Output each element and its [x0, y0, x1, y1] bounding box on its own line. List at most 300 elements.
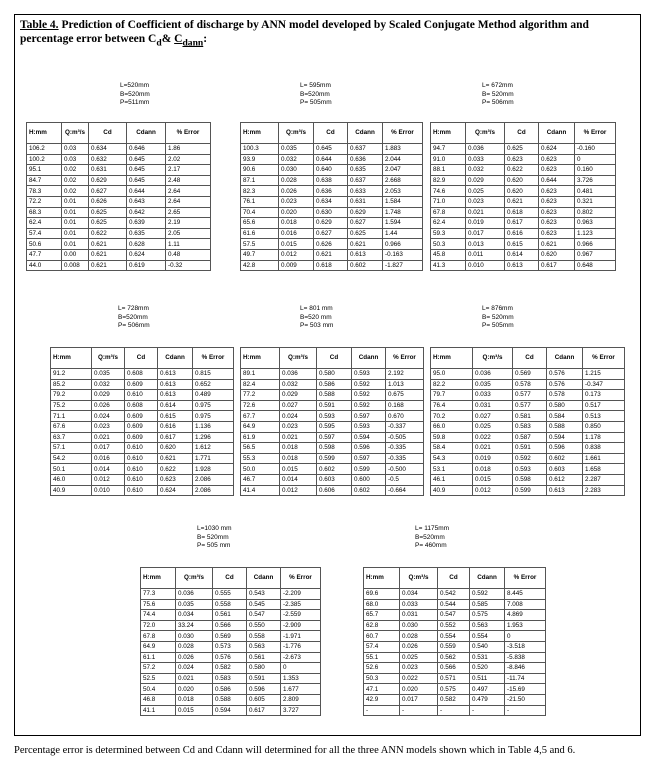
table-cell: 0.026	[92, 400, 125, 411]
table-cell: 0.489	[193, 390, 234, 401]
table-cell: 0.644	[127, 186, 166, 197]
table-cell: 0.479	[470, 694, 505, 705]
table-cell: 2.044	[383, 154, 423, 165]
table-cell: 0.554	[470, 631, 505, 642]
table-cell: 49.7	[241, 249, 279, 260]
table-cell: 0.615	[158, 411, 193, 422]
table-row	[364, 663, 546, 674]
table-cell: 61.1	[141, 652, 176, 663]
table-cell: 50.0	[241, 464, 280, 475]
table-cell: 0.967	[575, 249, 616, 260]
table-cell: 1.771	[193, 453, 234, 464]
table-row	[241, 218, 423, 229]
table-row	[431, 144, 616, 155]
table-cell: 0.620	[539, 249, 575, 260]
table-cell: 0.017	[92, 443, 125, 454]
column-header: H:mm	[27, 123, 62, 144]
table-cell: 44.0	[27, 260, 62, 271]
table-cell: 33.24	[176, 620, 213, 631]
table-row	[364, 631, 546, 642]
table-cell: 0.624	[127, 249, 166, 260]
table-params	[118, 305, 150, 331]
table-cell: 1.353	[281, 673, 321, 684]
table-cell: 0.621	[348, 239, 383, 250]
table-cell: 0.614	[158, 400, 193, 411]
table-cell: 0.599	[513, 485, 547, 496]
table-cell: 0.592	[352, 390, 386, 401]
table-cell: 0.036	[473, 369, 513, 380]
table-cell: 0.621	[89, 249, 127, 260]
table-cell: 79.2	[51, 390, 92, 401]
table-cell: 55.3	[241, 453, 280, 464]
table-cell: 0.569	[213, 631, 247, 642]
table-cell: 1.677	[281, 684, 321, 695]
column-header: % Error	[386, 348, 424, 369]
table-cell: 84.7	[27, 175, 62, 186]
table-cell: 0.635	[127, 228, 166, 239]
table-cell: 2.48	[166, 175, 211, 186]
table-cell: 0.018	[473, 464, 513, 475]
table-cell: -2.909	[281, 620, 321, 631]
table-cell: 0.612	[547, 474, 583, 485]
table-cell: 0.975	[193, 411, 234, 422]
table-cell: 0.586	[213, 684, 247, 695]
table-cell: 0.018	[280, 443, 317, 454]
table-cell: 0.019	[473, 453, 513, 464]
column-header: % Error	[193, 348, 234, 369]
table-cell: 1.661	[583, 453, 625, 464]
table-cell: 0.594	[352, 432, 386, 443]
table-cell: 0.616	[505, 228, 539, 239]
table-cell: 0.627	[314, 228, 348, 239]
table-cell: 0.030	[176, 631, 213, 642]
table-cell: 0.595	[317, 421, 352, 432]
column-header: Cd	[89, 123, 127, 144]
table-cell: 0.608	[125, 369, 158, 380]
table-row	[241, 239, 423, 250]
column-header: H:mm	[431, 123, 466, 144]
table-cell: 0.024	[176, 663, 213, 674]
table-cell: 0.571	[438, 673, 470, 684]
table-cell: 46.7	[241, 474, 280, 485]
table-cell: 52.6	[364, 663, 400, 674]
table-cell: -15.69	[505, 684, 546, 695]
table-row	[27, 207, 211, 218]
table-cell: 0.561	[247, 652, 281, 663]
table-cell: -	[438, 705, 470, 716]
table-row	[27, 196, 211, 207]
table-row	[364, 684, 546, 695]
title-subscript-dann: dann	[182, 37, 204, 49]
column-header: Cd	[125, 348, 158, 369]
table-cell: 76.1	[241, 196, 279, 207]
param-line: B= 520mm	[482, 90, 514, 98]
table-row	[431, 260, 616, 271]
table-cell: -0.335	[386, 453, 424, 464]
data-table	[240, 122, 423, 271]
table-row	[51, 474, 234, 485]
table-row	[431, 165, 616, 176]
table-cell: 1.612	[193, 443, 234, 454]
table-cell: 0.033	[473, 390, 513, 401]
table-cell: 0.021	[466, 207, 505, 218]
header-row	[27, 123, 211, 144]
table-cell: 0.031	[473, 400, 513, 411]
table-cell: 0.588	[547, 421, 583, 432]
table-cell: 0.599	[352, 464, 386, 475]
table-cell: 0.597	[352, 453, 386, 464]
column-header: Cd	[505, 123, 539, 144]
table-params	[120, 82, 150, 108]
table-cell: 0.592	[352, 379, 386, 390]
table-cell: 0.602	[348, 260, 383, 271]
table-row	[241, 379, 424, 390]
table-cell: 0.569	[513, 369, 547, 380]
table-cell: 0.627	[89, 186, 127, 197]
table-cell: 0.591	[247, 673, 281, 684]
table-cell: 0.020	[400, 684, 438, 695]
table-row	[51, 369, 234, 380]
table-cell: 0.628	[127, 239, 166, 250]
table-cell: 78.3	[27, 186, 62, 197]
table-row	[27, 144, 211, 155]
table-cell: 0.027	[473, 411, 513, 422]
table-cell: 77.3	[141, 589, 176, 600]
table-cell: 0.012	[92, 474, 125, 485]
table-cell: 0.558	[213, 599, 247, 610]
table-cell: 0.975	[193, 400, 234, 411]
table-cell: 0.610	[125, 464, 158, 475]
table-cell: 0.602	[317, 464, 352, 475]
column-header: Cd	[438, 568, 470, 589]
table-cell: 82.9	[431, 175, 466, 186]
table-cell: 0.629	[314, 218, 348, 229]
table-cell: 0.593	[513, 464, 547, 475]
table-cell: 74.4	[141, 610, 176, 621]
table-cell: 0.580	[247, 663, 281, 674]
table-cell: 0.015	[176, 705, 213, 716]
table-cell: 0.010	[466, 260, 505, 271]
table-cell: 0.594	[213, 705, 247, 716]
table-cell: 0.033	[466, 154, 505, 165]
column-header: Cdann	[547, 348, 583, 369]
table-cell: 0.160	[575, 165, 616, 176]
column-header: H:mm	[364, 568, 400, 589]
table-cell: 50.3	[431, 239, 466, 250]
table-row	[431, 239, 616, 250]
table-cell: 0.609	[125, 379, 158, 390]
table-cell: 0.028	[279, 175, 314, 186]
table-cell: 0.580	[547, 400, 583, 411]
table-row	[431, 453, 625, 464]
table-row	[431, 207, 616, 218]
table-params	[197, 525, 232, 551]
table-cell: 0.646	[127, 144, 166, 155]
table-cell: 61.6	[241, 228, 279, 239]
table-row	[431, 175, 616, 186]
column-header: H:mm	[241, 348, 280, 369]
table-cell: 0.566	[438, 663, 470, 674]
table-row	[51, 453, 234, 464]
table-cell: 0.596	[247, 684, 281, 695]
table-cell: 0.615	[505, 239, 539, 250]
table-cell: 0.031	[400, 610, 438, 621]
table-cell: 0.599	[317, 453, 352, 464]
table-cell: 0.578	[513, 379, 547, 390]
param-line: L= 595mm	[300, 82, 331, 89]
table-row	[27, 239, 211, 250]
table-cell: -0.32	[166, 260, 211, 271]
table-row	[364, 673, 546, 684]
table-params	[482, 305, 514, 331]
table-cell: 7.008	[505, 599, 546, 610]
table-cell: 0.621	[89, 260, 127, 271]
table-cell: 0.015	[280, 464, 317, 475]
table-cell: 2.283	[583, 485, 625, 496]
title-cdann: C	[174, 33, 183, 45]
table-cell: 0.552	[438, 620, 470, 631]
table-row	[27, 260, 211, 271]
table-cell: 0.030	[279, 165, 314, 176]
table-cell: 50.4	[141, 684, 176, 695]
table-cell: 89.1	[241, 369, 280, 380]
table-cell: 67.7	[241, 411, 280, 422]
table-cell: 0.613	[158, 390, 193, 401]
table-cell: 0.588	[317, 390, 352, 401]
table-cell: 94.7	[431, 144, 466, 155]
table-row	[27, 165, 211, 176]
table-cell: 87.1	[241, 175, 279, 186]
table-cell: 65.6	[241, 218, 279, 229]
table-cell: 0.173	[583, 390, 625, 401]
table-cell: 1.013	[386, 379, 424, 390]
table-cell: 0.592	[470, 589, 505, 600]
param-line: B=520mm	[300, 90, 330, 98]
table-cell: 0.609	[125, 411, 158, 422]
table-cell: 0.610	[125, 474, 158, 485]
table-cell: 0.613	[348, 249, 383, 260]
table-cell: 0.618	[505, 207, 539, 218]
table-cell: 0.644	[539, 175, 575, 186]
table-cell: 0.563	[470, 620, 505, 631]
table-cell: 0.545	[247, 599, 281, 610]
table-cell: 65.7	[364, 610, 400, 621]
table-cell: 75.6	[141, 599, 176, 610]
table-params	[415, 525, 449, 551]
table-row	[141, 599, 321, 610]
param-line: P= 460mm	[415, 542, 447, 549]
table-cell: 0.013	[466, 239, 505, 250]
table-cell: 0.011	[466, 249, 505, 260]
table-row	[364, 705, 546, 716]
table-cell: 0.555	[213, 589, 247, 600]
table-cell: -1.776	[281, 641, 321, 652]
table-row	[431, 249, 616, 260]
param-line: P= 503 mm	[300, 322, 334, 329]
table-cell: 0.609	[125, 421, 158, 432]
table-cell: 0.625	[89, 218, 127, 229]
table-row	[51, 400, 234, 411]
data-table	[430, 122, 616, 271]
table-cell: 57.2	[141, 663, 176, 674]
table-cell: 1.594	[383, 218, 423, 229]
table-cell: 0.613	[505, 260, 539, 271]
table-cell: 0.036	[280, 369, 317, 380]
table-row	[431, 186, 616, 197]
table-cell: 88.1	[431, 165, 466, 176]
table-cell: 69.6	[364, 589, 400, 600]
table-cell: 0.606	[317, 485, 352, 496]
table-cell: 0.636	[348, 154, 383, 165]
table-cell: 0.321	[575, 196, 616, 207]
header-row	[364, 568, 546, 589]
table-cell: 0.02	[62, 165, 89, 176]
table-cell: 0.802	[575, 207, 616, 218]
table-cell: -	[470, 705, 505, 716]
table-cell: 0.592	[513, 453, 547, 464]
table-cell: 0.036	[176, 589, 213, 600]
table-cell: 70.4	[241, 207, 279, 218]
table-cell: 0.034	[400, 589, 438, 600]
table-cell: 0.576	[213, 652, 247, 663]
param-line: L= 876mm	[482, 305, 513, 312]
param-line: B=520mm	[415, 533, 445, 541]
table-cell: 41.3	[431, 260, 466, 271]
table-cell: 0.631	[89, 165, 127, 176]
table-cell: 90.6	[241, 165, 279, 176]
table-cell: 0.627	[348, 218, 383, 229]
table-cell: 67.6	[51, 421, 92, 432]
param-line: L=520mm	[120, 82, 150, 89]
column-header: Cdann	[158, 348, 193, 369]
table-cell: 0.639	[127, 218, 166, 229]
table-cell: -	[400, 705, 438, 716]
table-cell: 0.603	[547, 464, 583, 475]
table-cell: 0.540	[470, 641, 505, 652]
table-cell: 0.621	[89, 239, 127, 250]
table-cell: 0.624	[539, 144, 575, 155]
table-row	[141, 684, 321, 695]
table-cell: 0.621	[505, 196, 539, 207]
table-row	[431, 464, 625, 475]
table-cell: 0.620	[158, 443, 193, 454]
data-table	[26, 122, 211, 271]
table-cell: 0.561	[213, 610, 247, 621]
table-row	[431, 432, 625, 443]
table-cell: 0.596	[547, 443, 583, 454]
table-cell: 0.617	[158, 432, 193, 443]
header-row	[241, 348, 424, 369]
table-cell: 0.640	[314, 165, 348, 176]
table-cell: 0.626	[314, 239, 348, 250]
data-table	[363, 567, 546, 716]
table-cell: 2.668	[383, 175, 423, 186]
table-cell: 0.593	[317, 411, 352, 422]
table-title	[20, 18, 620, 50]
table-cell: 0.559	[438, 641, 470, 652]
table-cell: 1.584	[383, 196, 423, 207]
footnote-caption: Percentage error is determined between Cd and Cdann will determined for all the three ANN models shown which in Table 4,5 and 6.	[14, 745, 576, 756]
param-line: B= 520mm	[482, 313, 514, 321]
table-cell: -0.335	[386, 443, 424, 454]
table-cell: 47.7	[27, 249, 62, 260]
table-cell: 100.3	[241, 144, 279, 155]
column-header: Cdann	[247, 568, 281, 589]
table-cell: 0	[505, 631, 546, 642]
table-row	[431, 228, 616, 239]
table-cell: 55.1	[364, 652, 400, 663]
table-cell: 0.838	[583, 443, 625, 454]
table-cell: 0.015	[473, 474, 513, 485]
table-cell: 0.597	[352, 411, 386, 422]
table-cell: -	[505, 705, 546, 716]
table-row	[141, 673, 321, 684]
table-cell: 57.4	[27, 228, 62, 239]
param-line: P=511mm	[120, 99, 150, 106]
table-cell: 0.598	[317, 443, 352, 454]
table-cell: 0.017	[400, 694, 438, 705]
table-cell: 0.605	[247, 694, 281, 705]
table-cell: 0.032	[92, 379, 125, 390]
table-cell: 2.192	[386, 369, 424, 380]
column-header: % Error	[383, 123, 423, 144]
table-cell: 75.2	[51, 400, 92, 411]
table-cell: 0.652	[193, 379, 234, 390]
table-cell: 0	[575, 154, 616, 165]
table-cell: 64.9	[241, 421, 280, 432]
table-cell: 0.648	[575, 260, 616, 271]
table-cell: 0.01	[62, 239, 89, 250]
table-cell: 58.4	[431, 443, 473, 454]
table-cell: 0.621	[158, 453, 193, 464]
table-cell: 0.016	[279, 228, 314, 239]
table-cell: 0.014	[92, 464, 125, 475]
table-cell: 0.035	[92, 369, 125, 380]
table-cell: -3.518	[505, 641, 546, 652]
table-cell: 0.01	[62, 196, 89, 207]
table-cell: 57.4	[364, 641, 400, 652]
table-cell: 2.053	[383, 186, 423, 197]
table-cell: 0.619	[127, 260, 166, 271]
table-cell: -0.505	[386, 432, 424, 443]
table-cell: 0.558	[247, 631, 281, 642]
table-cell: -2.559	[281, 610, 321, 621]
table-cell: 0.015	[279, 239, 314, 250]
table-cell: 41.1	[141, 705, 176, 716]
table-cell: 0.01	[62, 207, 89, 218]
table-cell: 0.593	[352, 369, 386, 380]
table-row	[51, 432, 234, 443]
table-cell: 8.445	[505, 589, 546, 600]
table-cell: 82.2	[431, 379, 473, 390]
table-row	[431, 411, 625, 422]
table-cell: 0.024	[280, 411, 317, 422]
table-cell: 0.637	[348, 144, 383, 155]
table-row	[364, 641, 546, 652]
table-cell: 0.591	[513, 443, 547, 454]
table-cell: 3.726	[575, 175, 616, 186]
table-cell: -1.827	[383, 260, 423, 271]
table-cell: 60.7	[364, 631, 400, 642]
table-cell: 0.617	[505, 218, 539, 229]
table-cell: 1.928	[193, 464, 234, 475]
table-cell: 72.6	[241, 400, 280, 411]
table-row	[431, 474, 625, 485]
table-cell: 0.642	[127, 207, 166, 218]
table-cell: 3.727	[281, 705, 321, 716]
table-cell: -1.971	[281, 631, 321, 642]
table-cell: 0.018	[280, 453, 317, 464]
